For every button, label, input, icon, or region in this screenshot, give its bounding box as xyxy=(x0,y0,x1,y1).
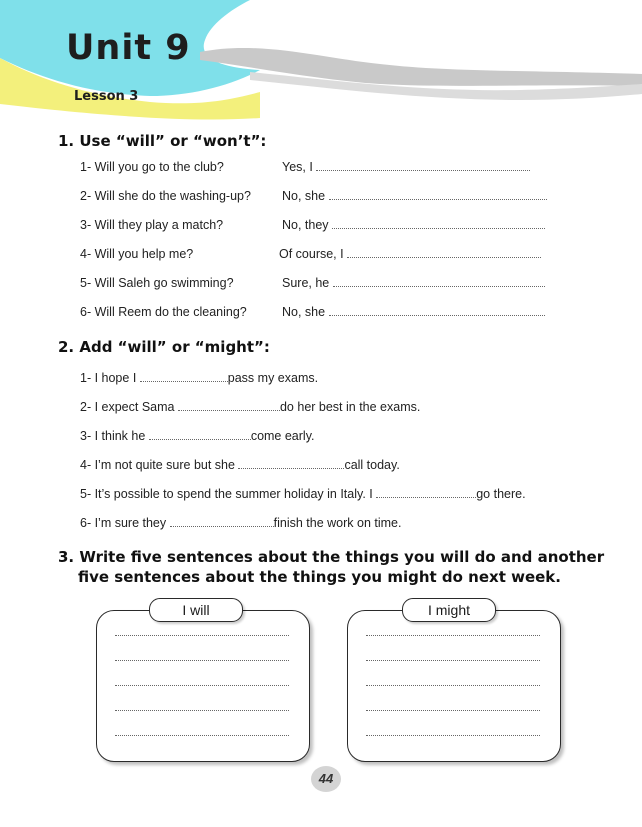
section2-item xyxy=(80,371,318,385)
sentence-start: 4- I’m not quite sure but she xyxy=(80,458,235,472)
i-will-label: I will xyxy=(149,598,243,622)
section1-answer xyxy=(282,218,545,232)
section1-answer xyxy=(282,305,545,319)
section1-answer xyxy=(282,189,547,203)
sentence-end: come early. xyxy=(250,429,315,443)
section1-answer xyxy=(279,247,541,261)
i-might-box xyxy=(347,610,561,762)
writing-line[interactable] xyxy=(115,735,289,736)
answer-blank[interactable] xyxy=(140,371,228,382)
answer-blank[interactable] xyxy=(329,305,545,316)
lesson-label: Lesson 3 xyxy=(74,89,139,104)
i-will-box xyxy=(96,610,310,762)
section2-item xyxy=(80,429,315,443)
unit-title: Unit 9 xyxy=(66,28,191,68)
question-text: 6- Will Reem do the cleaning? xyxy=(80,305,247,319)
answer-blank[interactable] xyxy=(347,247,541,258)
answer-blank[interactable] xyxy=(178,400,280,411)
sentence-end: go there. xyxy=(476,487,526,501)
section1-item xyxy=(80,305,247,319)
answer-blank[interactable] xyxy=(329,189,547,200)
sentence-start: 2- I expect Sama xyxy=(80,400,175,414)
question-text: 3- Will they play a match? xyxy=(80,218,224,232)
writing-line[interactable] xyxy=(366,685,540,686)
answer-prefix: No, she xyxy=(282,305,326,319)
answer-prefix: Yes, I xyxy=(282,160,313,174)
section1-item xyxy=(80,247,193,261)
sentence-start: 1- I hope I xyxy=(80,371,137,385)
section1-heading: 1. Use “will” or “won’t”: xyxy=(58,132,267,150)
section1-item xyxy=(80,218,223,232)
question-text: 1- Will you go to the club? xyxy=(80,160,224,174)
question-text: 5- Will Saleh go swimming? xyxy=(80,276,234,290)
writing-line[interactable] xyxy=(366,660,540,661)
question-text: 4- Will you help me? xyxy=(80,247,194,261)
answer-prefix: No, they xyxy=(282,218,329,232)
answer-prefix: No, she xyxy=(282,189,326,203)
sentence-start: 6- I’m sure they xyxy=(80,516,167,530)
sentence-end: pass my exams. xyxy=(227,371,319,385)
writing-line[interactable] xyxy=(366,635,540,636)
sentence-start: 3- I think he xyxy=(80,429,146,443)
answer-blank[interactable] xyxy=(316,160,530,171)
answer-blank[interactable] xyxy=(376,487,476,498)
answer-blank[interactable] xyxy=(333,276,545,287)
section2-heading: 2. Add “will” or “might”: xyxy=(58,338,270,356)
page-number: 44 xyxy=(311,766,341,792)
writing-line[interactable] xyxy=(115,685,289,686)
section1-item xyxy=(80,189,251,203)
writing-line[interactable] xyxy=(115,660,289,661)
section3-heading-line1: 3. Write five sentences about the things you will do and another xyxy=(58,548,605,566)
answer-blank[interactable] xyxy=(170,516,274,527)
sentence-end: do her best in the exams. xyxy=(279,400,421,414)
sentence-start: 5- It’s possible to spend the summer holiday in Italy. I xyxy=(80,487,373,501)
i-might-label: I might xyxy=(402,598,496,622)
section3-heading-line2: five sentences about the things you might do next week. xyxy=(78,568,561,586)
answer-prefix: Sure, he xyxy=(282,276,330,290)
answer-blank[interactable] xyxy=(149,429,251,440)
section1-answer xyxy=(282,276,545,290)
section1-item xyxy=(80,160,224,174)
section1-answer xyxy=(282,160,530,174)
sentence-end: finish the work on time. xyxy=(273,516,402,530)
section2-item xyxy=(80,400,420,414)
section1-item xyxy=(80,276,234,290)
section2-item xyxy=(80,458,400,472)
writing-line[interactable] xyxy=(366,735,540,736)
section2-item xyxy=(80,516,401,530)
question-text: 2- Will she do the washing-up? xyxy=(80,189,251,203)
section2-item xyxy=(80,487,526,501)
sentence-end: call today. xyxy=(344,458,400,472)
writing-line[interactable] xyxy=(115,635,289,636)
writing-line[interactable] xyxy=(115,710,289,711)
answer-blank[interactable] xyxy=(238,458,344,469)
answer-prefix: Of course, I xyxy=(279,247,344,261)
writing-line[interactable] xyxy=(366,710,540,711)
answer-blank[interactable] xyxy=(332,218,545,229)
